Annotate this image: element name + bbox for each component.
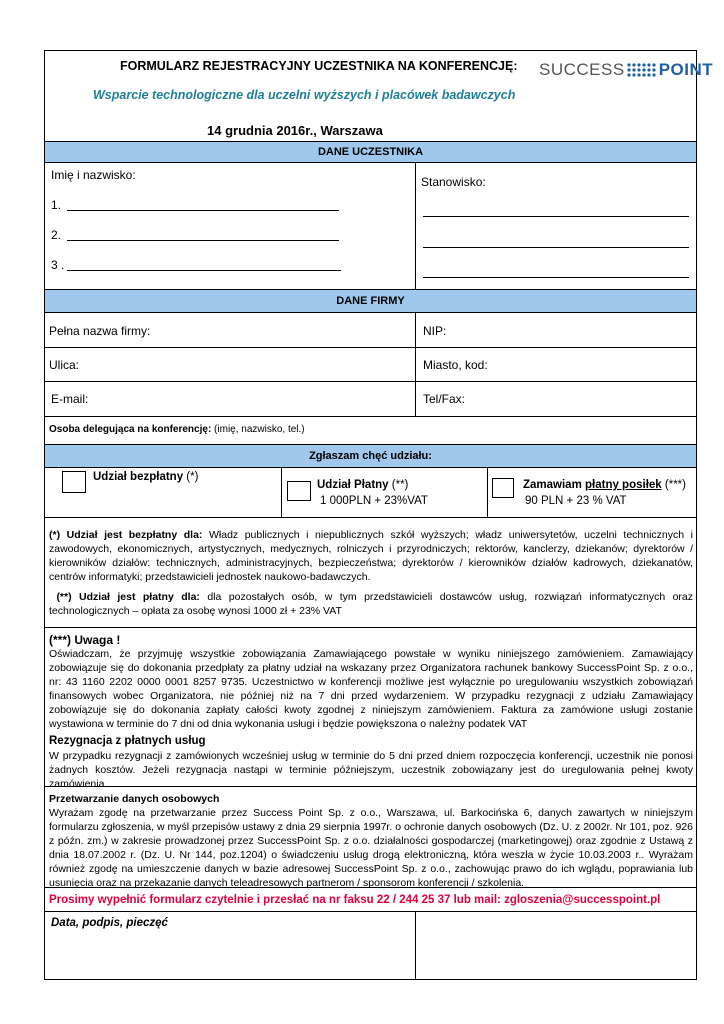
participant-row-1-number: 1. bbox=[51, 198, 62, 212]
privacy-heading: Przetwarzanie danych osobowych bbox=[49, 793, 220, 805]
position-input-3[interactable] bbox=[423, 277, 689, 278]
nip-label: NIP: bbox=[423, 324, 447, 338]
paid-participation-note bbox=[49, 590, 693, 618]
participant-name-input-3[interactable] bbox=[67, 270, 341, 271]
meal-label-b: płatny posiłek bbox=[585, 479, 662, 491]
registration-form bbox=[44, 50, 714, 980]
signature-field[interactable] bbox=[49, 931, 411, 977]
company-name-input[interactable] bbox=[165, 317, 413, 345]
logo-point-text: POINT bbox=[658, 60, 714, 79]
row-divider bbox=[45, 347, 696, 348]
email-input[interactable] bbox=[101, 385, 413, 413]
free-suffix: (*) bbox=[183, 471, 199, 483]
paid-label: Udział Płatny bbox=[317, 479, 389, 491]
street-input[interactable] bbox=[95, 351, 413, 379]
free-participation-checkbox[interactable] bbox=[62, 471, 86, 493]
participant-name-label: Imię i nazwisko: bbox=[51, 168, 136, 182]
row-divider bbox=[45, 416, 696, 417]
meal-label bbox=[523, 479, 686, 491]
free-note-text: Władz publicznych i niepublicznych szkół wyższych; władz uniwersytetów, uczelni technicznych i zawodowych, ekonomicznych, artystycznych, medycznych, rolniczych i przyrodniczych; rektorów, kanclerzy, dziekanów; dyrektorów / kierowników działów: technicznych, administracyjnych, bezpieczeństwa; dyrektorów / kierowników działów kadrowych, dziekanatów, centrów informatyki; przedstawicieli jednostek naukowo-badawczych. bbox=[49, 529, 693, 583]
free-label: Udział bezpłatny bbox=[93, 471, 184, 483]
row-divider bbox=[45, 517, 696, 518]
logo-dots-icon bbox=[627, 62, 657, 78]
free-participation-label bbox=[93, 471, 198, 483]
privacy-text: Wyrażam zgodę na przetwarzanie przez Success Point Sp. z o.o., Warszawa, ul. Barkocińska 6, danych zawartych w niniejszym formularzu zgłoszenia, w myśl przepisów ustawy z dnia 29 sierpnia 1997r. o ochronie danych osobowych (Dz. U. z 2002r. Nr 101, poz. 926 z późn. zm.) w zakresie prowadzonej przez SuccessPoint Sp. z o.o. działalności gospodarczej (marketingowej) oraz zgodnie z Ustawą z dnia 18.07.2002 r. (Dz. U. Nr 144, poz.1204) o świadczeniu usług drogą elektroniczną, która weszła w życie 10.03.2003 r.. Wyrażam również zgodę na umieszczenie danych w bazie adresowej SuccessPoint Sp. z o.o., zachowując prawo do ich wglądu, poprawiania lub usunięcia oraz na przekazanie danych teleadresowych partnerom / sponsorom konferencji / szkolenia. bbox=[49, 807, 693, 889]
paid-participation-checkbox[interactable] bbox=[287, 481, 311, 501]
paid-suffix: (**) bbox=[388, 479, 409, 491]
delegate-input[interactable] bbox=[305, 419, 691, 441]
resignation-text: W przypadku rezygnacji z zamówionych wcześniej usług w terminie do 5 dni przed dniem rozpoczęcia konferencji, uczestnik nie ponosi żadnych kosztów. Jeżeli rezygnacja nastąpi w terminie późniejszym, uczestnik zobowiązany jest do uregulowania pełnej kwoty zamówienia. bbox=[49, 750, 693, 790]
row-divider bbox=[45, 381, 696, 382]
paid-participation-label bbox=[317, 479, 408, 491]
meal-price: 90 PLN + 23 % VAT bbox=[525, 495, 627, 507]
row-divider bbox=[45, 627, 696, 628]
warning-text: Oświadczam, że przyjmuję wszystkie zobowiązania Zamawiającego powstałe w wyniku niniejszego zamówieniem. Zamawiający zobowiązuje się do dokonania przedpłaty za płatny udział na wskazany przez Organizatora rachunek bankowy SuccessPoint Sp. z o.o., nr: 43 1160 2202 0000 0001 8257 9735. Uczestnictwo w konferencji możliwe jest wyłącznie po uregulowaniu wszystkich zobowiązań finansowych wobec Organizatora, nie później niż na 7 dni przed wydarzeniem. W przypadku rezygnacji z udziału Zamawiający zobowiązuje się do dokonania zapłaty całości kwoty zgodnej z niniejszym zamówieniem. Faktura za zamówione usługi zostanie wystawiona w terminie do 7 dni od dnia wykonania usługi i będzie powiększona o należny podatek VAT bbox=[49, 648, 693, 730]
participant-section-header: DANE UCZESTNIKA bbox=[45, 141, 696, 163]
form-subtitle: Wsparcie technologiczne dla uczelni wyższych i placówek badawczych bbox=[93, 88, 516, 102]
company-section-header: DANE FIRMY bbox=[45, 289, 696, 313]
form-title: FORMULARZ REJESTRACYJNY UCZESTNIKA NA KONFERENCJĘ: bbox=[120, 59, 518, 73]
position-input-1[interactable] bbox=[423, 216, 689, 217]
participant-name-input-1[interactable] bbox=[67, 210, 339, 211]
participation-divider-2 bbox=[487, 468, 488, 517]
city-label: Miasto, kod: bbox=[423, 358, 488, 372]
participant-name-input-2[interactable] bbox=[67, 240, 339, 241]
participant-divider bbox=[415, 162, 416, 290]
submission-instructions: Prosimy wypełnić formularz czytelnie i przesłać na nr faksu 22 / 244 25 37 lub mail: zgloszenia@successpoint.pl bbox=[49, 894, 661, 906]
position-input-2[interactable] bbox=[423, 247, 689, 248]
participation-divider-1 bbox=[281, 468, 282, 517]
email-label: E-mail: bbox=[51, 392, 89, 406]
paid-note-bold: (**) Udział jest płatny dla: bbox=[56, 591, 200, 603]
event-date: 14 grudnia 2016r., Warszawa bbox=[207, 123, 383, 138]
participant-row-2-number: 2. bbox=[51, 228, 62, 242]
position-label: Stanowisko: bbox=[421, 175, 486, 189]
row-divider bbox=[45, 786, 696, 787]
company-divider bbox=[415, 313, 416, 416]
row-divider bbox=[45, 887, 696, 888]
street-label: Ulica: bbox=[49, 358, 80, 372]
meal-checkbox[interactable] bbox=[492, 478, 514, 498]
city-input[interactable] bbox=[495, 351, 691, 379]
warning-heading: (***) Uwaga ! bbox=[49, 633, 121, 647]
signature-divider bbox=[415, 911, 416, 979]
delegate-label bbox=[49, 424, 305, 435]
paid-note-text: dla pozostałych osób, w tym przedstawicieli dostawców usług, rozwiązań informatycznych oraz technologicznych – opłata za osobę wynosi 1000 zł + 23% VAT bbox=[49, 591, 694, 617]
paid-price: 1 000PLN + 23%VAT bbox=[320, 495, 428, 507]
resignation-heading: Rezygnacja z płatnych usług bbox=[49, 735, 206, 747]
tel-input[interactable] bbox=[473, 385, 691, 413]
delegate-label-bold: Osoba delegująca na konferencję: bbox=[49, 424, 212, 435]
row-divider bbox=[45, 911, 696, 912]
free-participation-note bbox=[49, 528, 693, 584]
participation-section-header: Zgłaszam chęć udziału: bbox=[45, 444, 696, 468]
signature-label: Data, podpis, pieczęć bbox=[51, 917, 168, 929]
company-name-label: Pełna nazwa firmy: bbox=[49, 324, 151, 338]
delegate-label-hint: (imię, nazwisko, tel.) bbox=[211, 424, 305, 435]
successpoint-logo bbox=[539, 60, 713, 80]
stamp-field[interactable] bbox=[419, 913, 693, 977]
meal-suffix: (***) bbox=[661, 479, 686, 491]
free-note-bold: (*) Udział jest bezpłatny dla: bbox=[49, 529, 203, 541]
logo-success-text: SUCCESS bbox=[539, 60, 625, 79]
tel-label: Tel/Fax: bbox=[423, 392, 466, 406]
participant-row-3-number: 3 . bbox=[51, 258, 65, 272]
nip-input[interactable] bbox=[455, 317, 691, 345]
meal-label-a: Zamawiam bbox=[523, 479, 585, 491]
